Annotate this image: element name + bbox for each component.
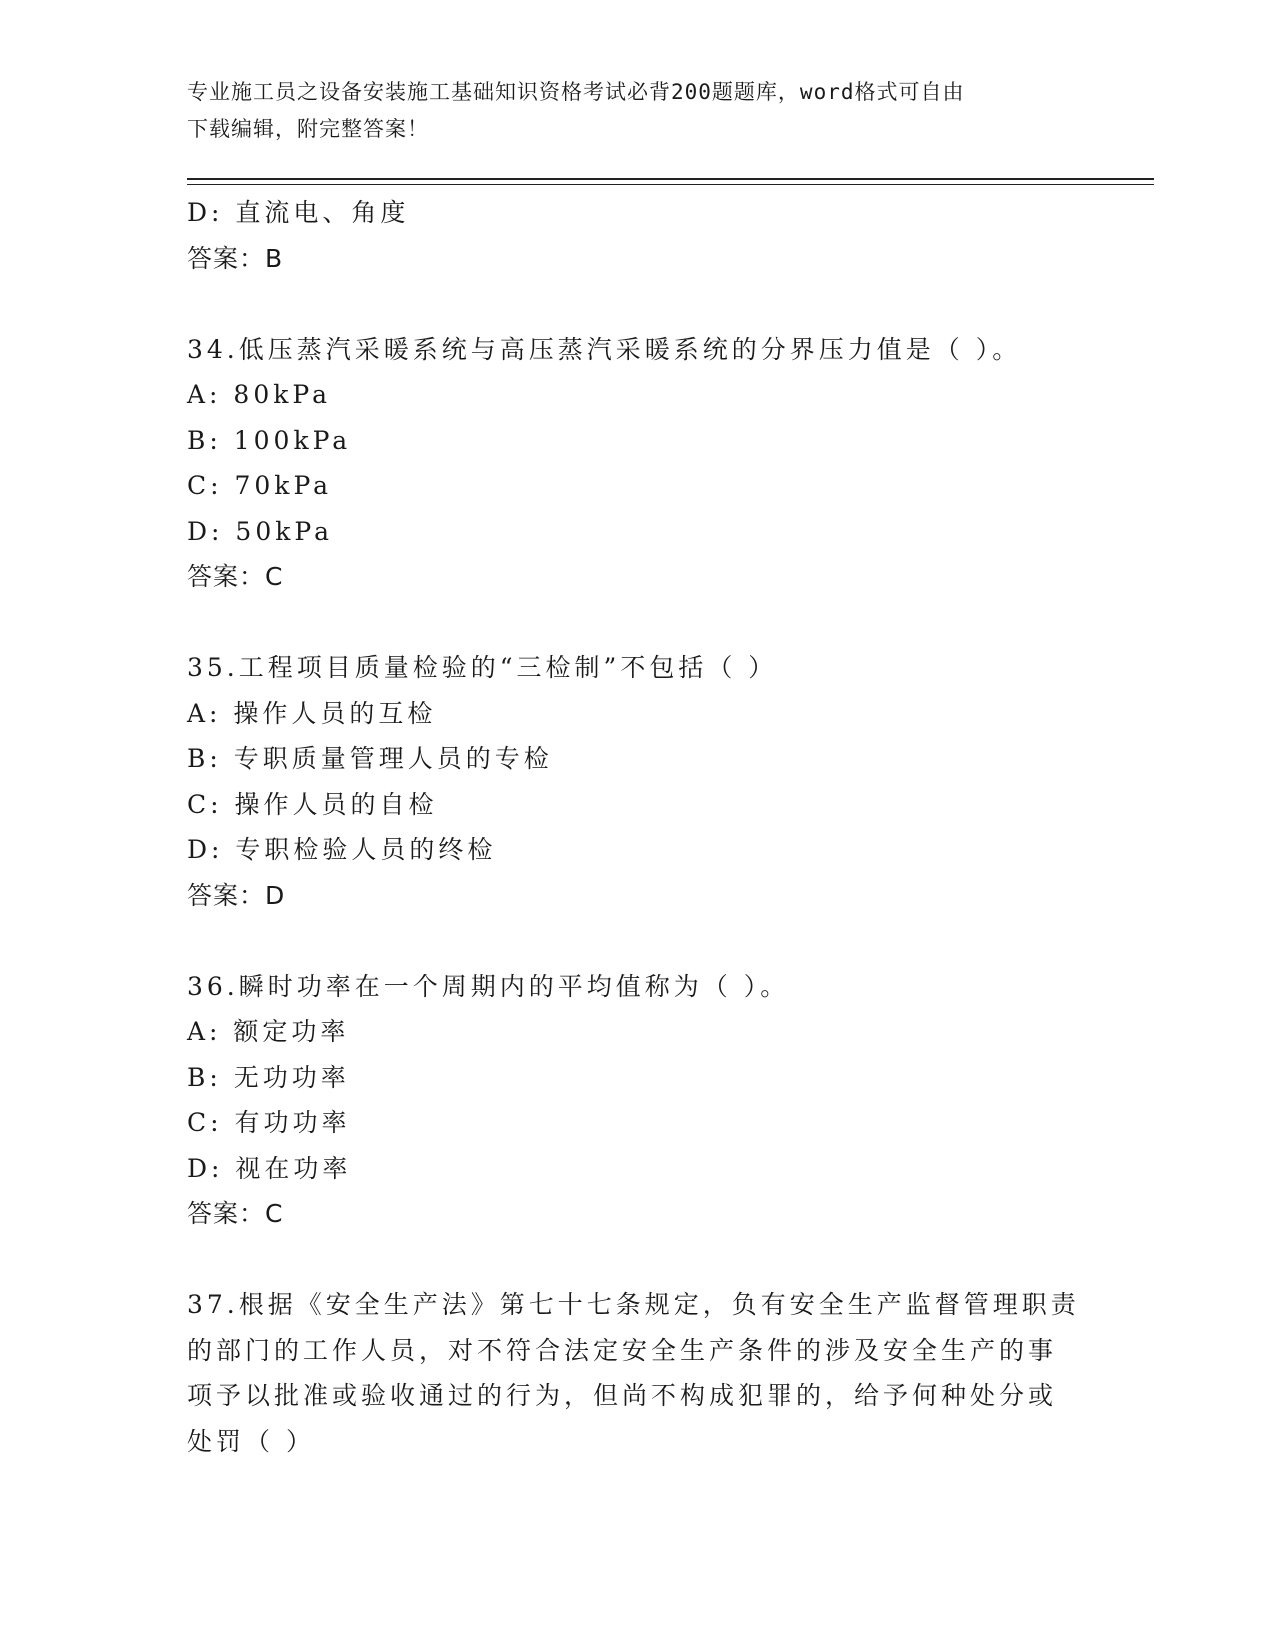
answer: 答案：C bbox=[187, 562, 284, 591]
option-a: A: 操作人员的互检 bbox=[187, 698, 437, 728]
question-stem-line-4: 处罚（ ） bbox=[187, 1426, 315, 1456]
option-b: B: 专职质量管理人员的专检 bbox=[187, 744, 553, 773]
header-line-1: 专业施工员之设备安装施工基础知识资格考试必背200题题库，word格式可自由 bbox=[187, 80, 965, 104]
option-a: A: 80kPa bbox=[187, 380, 331, 409]
header-line-2: 下载编辑，附完整答案！ bbox=[187, 117, 429, 141]
option-b: B: 无功功率 bbox=[187, 1062, 350, 1092]
question-stem: 34.低压蒸汽采暖系统与高压蒸汽采暖系统的分界压力值是（ ）。 bbox=[187, 334, 1022, 364]
question-stem: 36.瞬时功率在一个周期内的平均值称为（ ）。 bbox=[187, 971, 790, 1001]
spacer bbox=[187, 1237, 1087, 1283]
question-stem-line-3: 项予以批准或验收通过的行为，但尚不构成犯罪的，给予何种处分或 bbox=[187, 1381, 1058, 1410]
question-36 bbox=[187, 964, 1087, 1237]
option-d: D: 视在功率 bbox=[187, 1153, 352, 1183]
question-list bbox=[187, 190, 1087, 1464]
spacer bbox=[187, 600, 1087, 646]
option-c: C: 操作人员的自检 bbox=[187, 789, 438, 819]
header-divider-thin bbox=[187, 184, 1154, 185]
question-stem-line-1: 37.根据《安全生产法》第七十七条规定，负有安全生产监督管理职责 bbox=[187, 1290, 1080, 1319]
option-d: D: 50kPa bbox=[187, 516, 333, 546]
question-35 bbox=[187, 645, 1087, 918]
q33-option-d: D: 直流电、角度 bbox=[187, 198, 410, 227]
answer: 答案：C bbox=[187, 1199, 284, 1228]
answer: 答案：D bbox=[187, 880, 286, 910]
spacer bbox=[187, 281, 1087, 327]
option-c: C: 有功功率 bbox=[187, 1108, 351, 1137]
document-header bbox=[187, 74, 1067, 148]
question-stem-line-2: 的部门的工作人员，对不符合法定安全生产条件的涉及安全生产的事 bbox=[187, 1335, 1058, 1365]
option-d: D: 专职检验人员的终检 bbox=[187, 835, 497, 864]
option-a: A: 额定功率 bbox=[187, 1017, 350, 1046]
option-c: C: 70kPa bbox=[187, 471, 333, 500]
q33-answer: 答案：B bbox=[187, 243, 284, 273]
header-divider-thick bbox=[187, 178, 1154, 180]
question-stem: 35.工程项目质量检验的“三检制”不包括（ ） bbox=[187, 653, 778, 682]
question-34 bbox=[187, 327, 1087, 600]
question-37 bbox=[187, 1282, 1087, 1464]
option-b: B: 100kPa bbox=[187, 425, 352, 455]
spacer bbox=[187, 918, 1087, 964]
